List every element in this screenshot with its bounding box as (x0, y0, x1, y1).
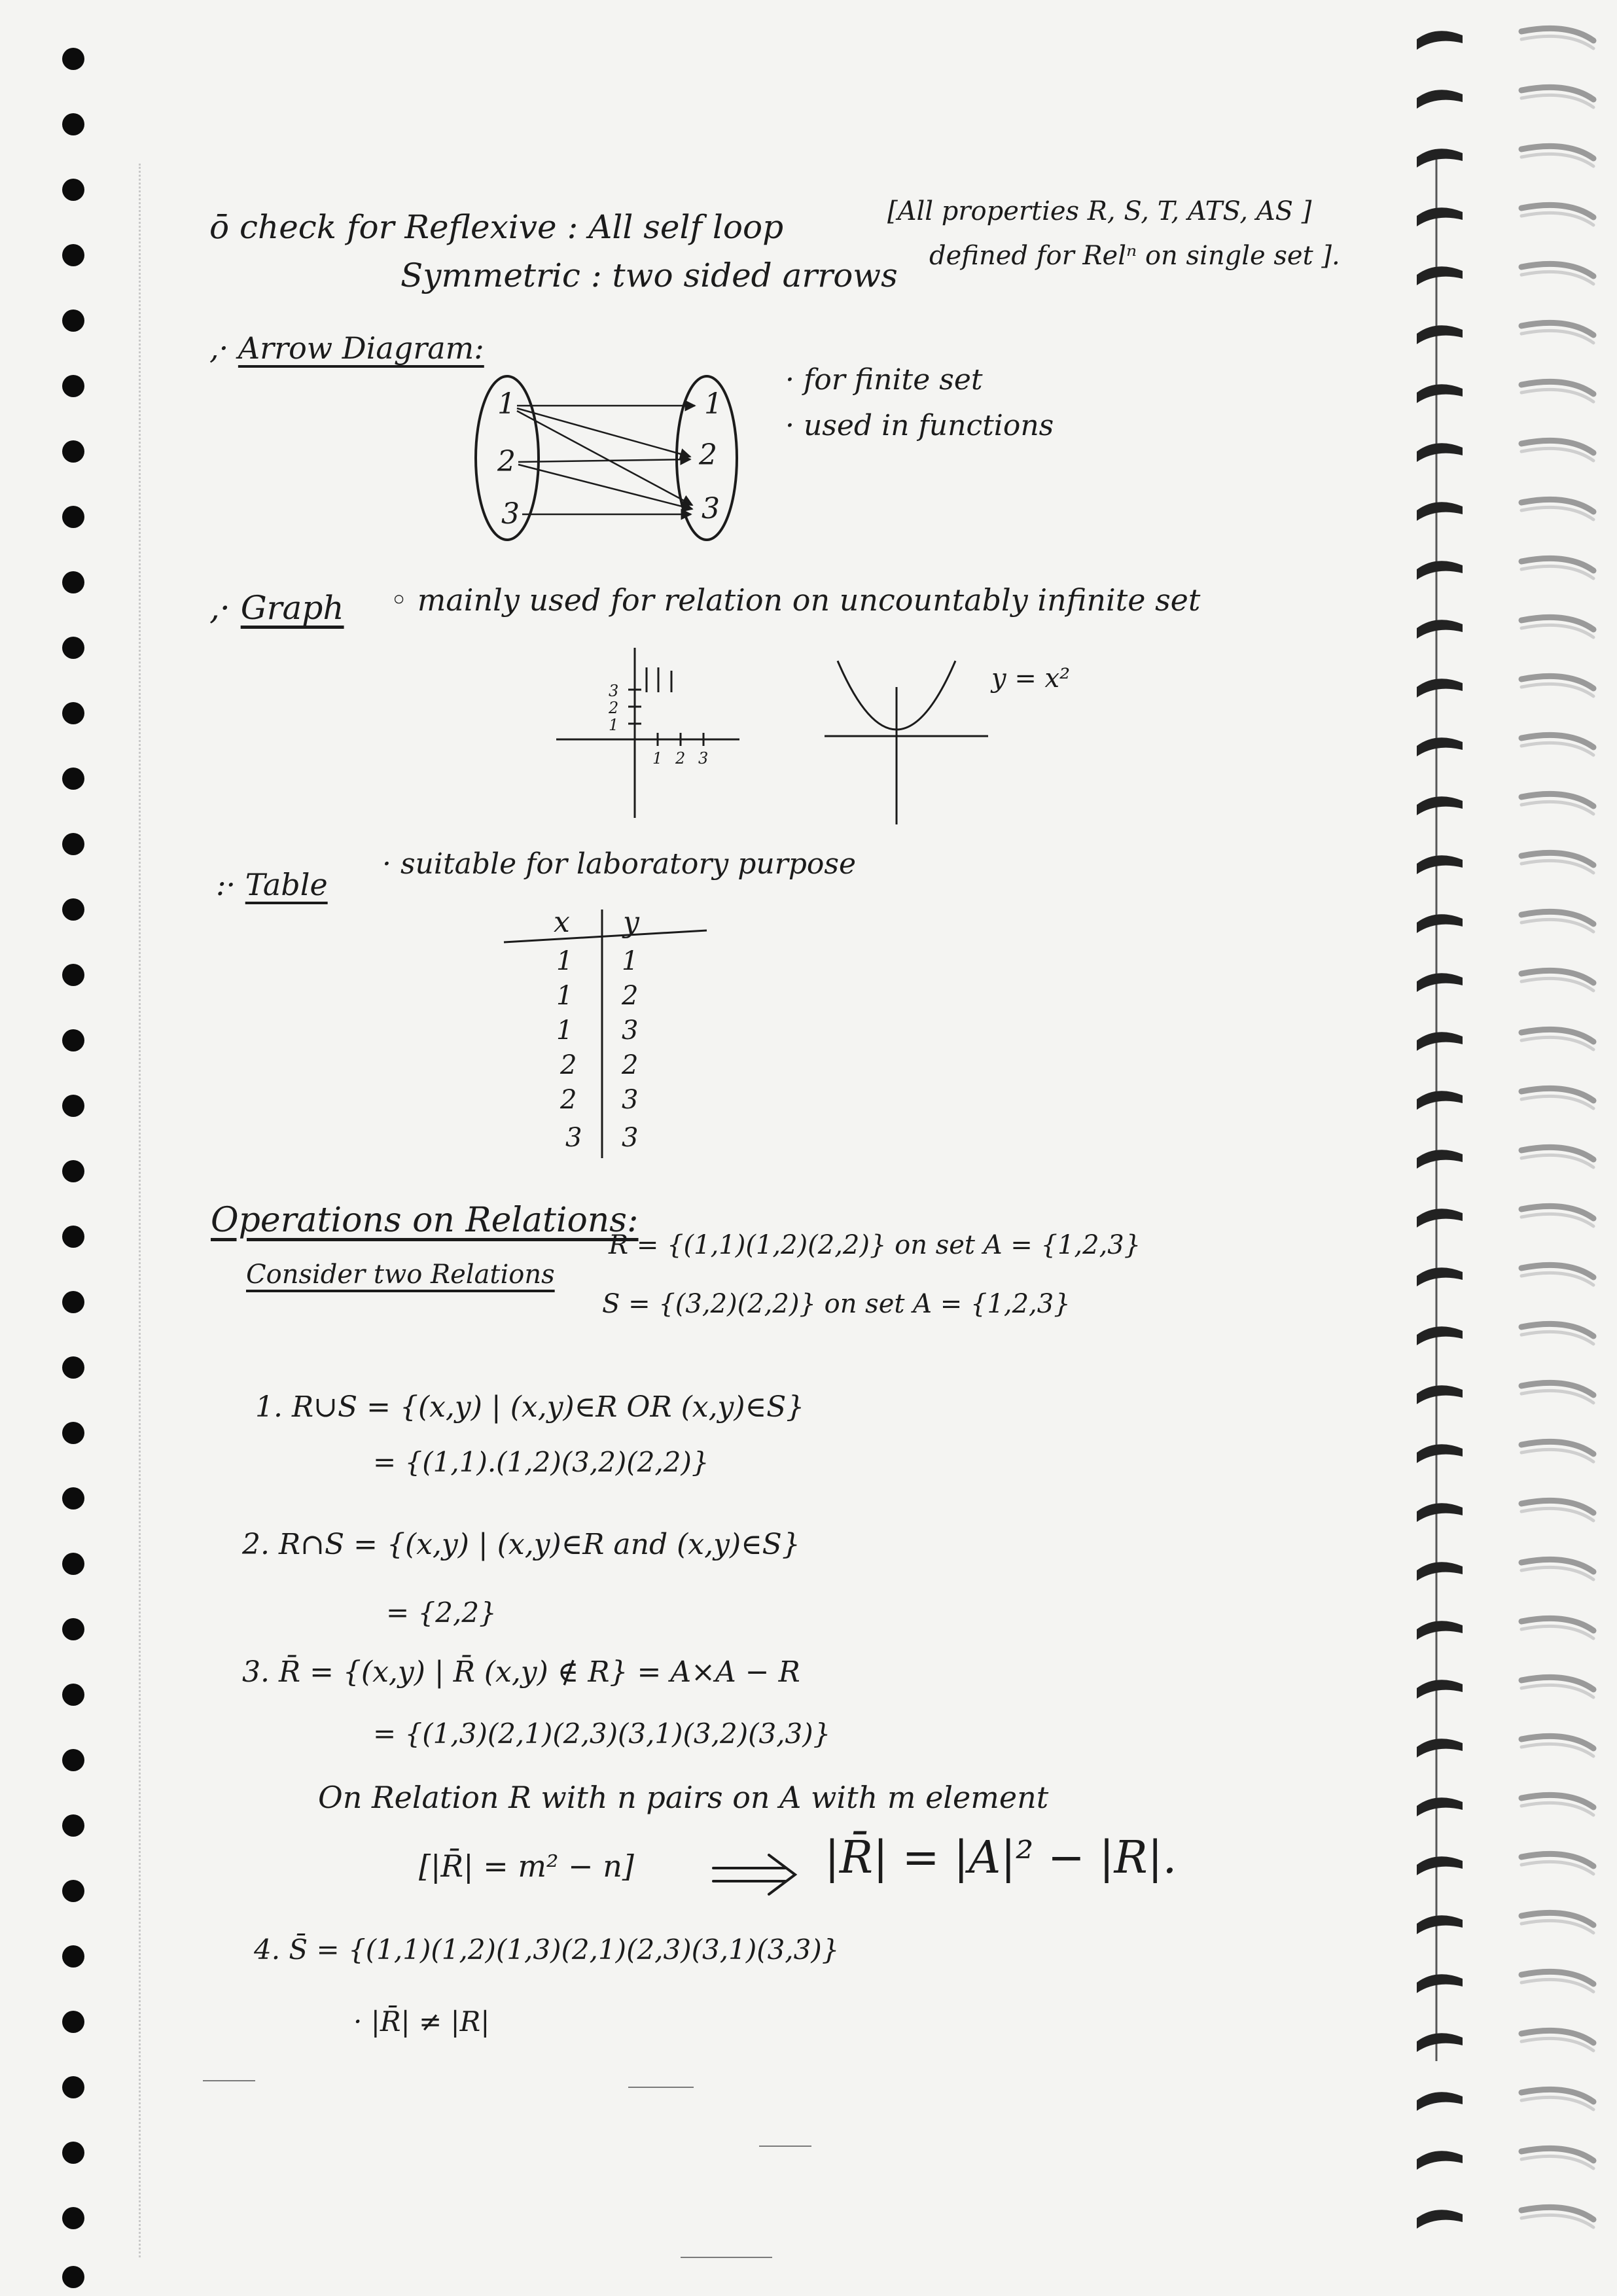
arrow-1-2 (517, 408, 690, 457)
relation-table (497, 896, 720, 1171)
table-cell-x: 1 (556, 981, 573, 1011)
bullet-mark: ,· (209, 589, 230, 627)
table-cell-x: 1 (556, 1016, 573, 1046)
size-inequality: · |R̄| ≠ |R| (353, 2005, 490, 2038)
reflexive-desc: : All self loop (567, 208, 784, 246)
table-heading-line (216, 867, 328, 902)
union-definition: 1. R∪S = {(x,y) | (x,y)∈R OR (x,y)∈S} (255, 1390, 805, 1424)
parabola-plot (818, 648, 1132, 831)
graph-desc: ◦ mainly used for relation on uncountably infinite set (390, 582, 1201, 618)
arrow-heading (209, 330, 484, 366)
domain-element-1: 1 (497, 387, 516, 421)
union-result: = {(1,1).(1,2)(3,2)(2,2)} (373, 1446, 709, 1478)
domain-element-2: 2 (497, 445, 516, 478)
table-cell-x: 2 (560, 1085, 577, 1115)
symmetric-desc: : two sided arrows (590, 256, 898, 294)
arrow-bullet-1: · for finite set (785, 363, 983, 397)
table-desc: · suitable for laboratory purpose (382, 847, 857, 881)
arrow-diagram-heading: Arrow Diagram: (238, 330, 484, 366)
implies-arrow (707, 1852, 805, 1898)
codomain-element-2: 2 (699, 438, 717, 472)
check-line-1 (209, 208, 783, 246)
graph-heading: Graph (240, 589, 344, 627)
arrow-diagram (445, 366, 772, 563)
table-cell-y: 3 (622, 1085, 639, 1115)
discrete-plot (543, 641, 753, 824)
consider-label: Consider two Relations (246, 1260, 555, 1290)
complement-result: = {(1,3)(2,1)(2,3)(3,1)(3,2)(3,3)} (373, 1718, 831, 1750)
complement-definition: 3. R̄ = {(x,y) | R̄ (x,y) ∉ R} = A×A − R (242, 1655, 800, 1689)
table-cell-y: 1 (622, 946, 639, 976)
table-cell-x: 1 (556, 946, 573, 976)
bullet-mark: ,· (209, 330, 229, 366)
codomain-element-3: 3 (702, 492, 720, 525)
relation-s-definition: S = {(3,2)(2,2)} on set A = {1,2,3} (602, 1289, 1071, 1319)
y-tick-1: 1 (609, 716, 619, 734)
properties-note-1: [All properties R, S, T, ATS, AS ] (887, 196, 1312, 226)
table-cell-x: 2 (560, 1050, 577, 1080)
complement-size-formula: [|R̄| = m² − n] (419, 1848, 634, 1884)
consider-line (246, 1260, 555, 1290)
bullet-mark: :· (216, 867, 236, 902)
table-header-y: y (623, 906, 639, 939)
relation-r-definition: R = {(1,1)(1,2)(2,2)} on set A = {1,2,3} (609, 1230, 1141, 1260)
intersection-result: = {2,2} (386, 1597, 497, 1629)
symmetric-label: Symmetric (400, 256, 580, 294)
x-tick-3: 3 (698, 749, 709, 768)
complement-note: On Relation R with n pairs on A with m element (318, 1780, 1049, 1815)
codomain-element-1: 1 (704, 387, 722, 421)
arrow-1-3 (517, 411, 692, 505)
binder-holes (54, 0, 93, 2296)
domain-element-3: 3 (501, 497, 520, 531)
check-line-2 (400, 256, 898, 294)
table-cell-x: 3 (565, 1123, 582, 1153)
arrow-2-2 (518, 459, 690, 462)
arrow-bullet-2: · used in functions (785, 409, 1054, 442)
table-heading: Table (245, 867, 328, 902)
s-complement: 4. S̄ = {(1,1)(1,2)(1,3)(2,1)(2,3)(3,1)(3,3)} (254, 1934, 840, 1966)
x-tick-2: 2 (675, 749, 686, 768)
table-cell-y: 3 (622, 1016, 639, 1046)
arrow-2-3 (518, 465, 692, 509)
table-cell-y: 2 (622, 1050, 639, 1080)
table-cell-y: 2 (622, 981, 639, 1011)
check-prefix: ō check for (209, 208, 395, 246)
parabola-label: y = x² (991, 663, 1071, 694)
table-cell-y: 3 (622, 1123, 639, 1153)
graph-heading-line (209, 589, 344, 627)
intersection-definition: 2. R∩S = {(x,y) | (x,y)∈R and (x,y)∈S} (242, 1528, 800, 1561)
operations-heading: Operations on Relations: (211, 1201, 639, 1240)
margin-line (139, 164, 146, 2257)
complement-size-identity: |R̄| = |A|² − |R|. (825, 1832, 1177, 1884)
properties-note-2: defined for Relⁿ on single set ]. (929, 241, 1340, 271)
reflexive-label: Reflexive (404, 208, 557, 246)
spiral-binding (1407, 0, 1617, 2296)
y-tick-2: 2 (609, 699, 619, 717)
y-tick-3: 3 (609, 682, 619, 700)
table-header-x: x (554, 906, 570, 939)
x-tick-1: 1 (652, 749, 663, 768)
ruled-marks (183, 2068, 1099, 2277)
